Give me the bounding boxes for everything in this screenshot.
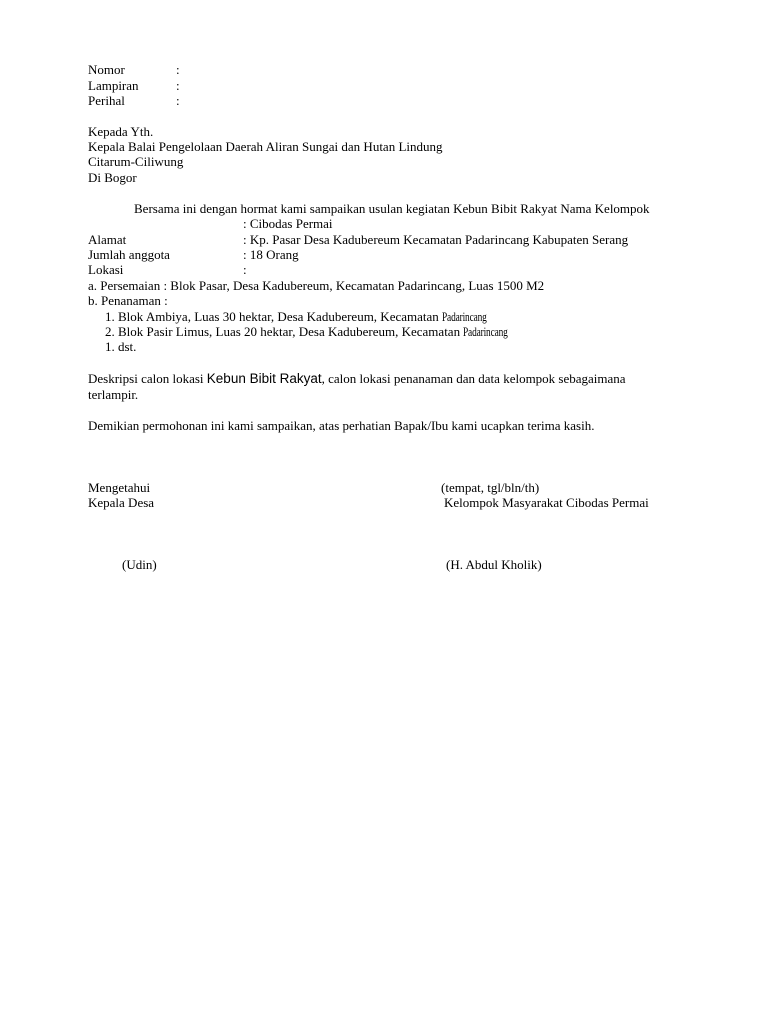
subitem-2-text: 2. Blok Pasir Limus, Luas 20 hektar, Desa Kadubereum, Kecamatan [105,324,464,339]
recipient-city: Di Bogor [88,170,137,185]
persemaian-item: a. Persemaian : Blok Pasar, Desa Kadubereum, Kecamatan Padarincang, Luas 1500 M2 [88,278,545,293]
lokasi-label: Lokasi [88,262,124,277]
alamat-label: Alamat [88,232,127,247]
nomor-label: Nomor [88,62,125,77]
perihal-colon: : [176,93,180,108]
recipient-salutation: Kepada Yth. [88,124,154,139]
kelompok-value: : Cibodas Permai [243,216,333,231]
description-line-1 [88,371,626,387]
sign-left-position: Kepala Desa [88,495,155,510]
penanaman-item: b. Penanaman : [88,293,168,308]
sign-left-name: (Udin) [122,557,157,572]
description-post: , calon lokasi penanaman dan data kelompok sebagaimana [321,371,626,386]
sign-left-mengetahui: Mengetahui [88,480,151,495]
nomor-colon: : [176,62,180,77]
jumlah-label: Jumlah anggota [88,247,170,262]
subitem-1-kecamatan: Padarincang [442,309,487,324]
perihal-label: Perihal [88,93,125,108]
intro-paragraph: Bersama ini dengan hormat kami sampaikan usulan kegiatan Kebun Bibit Rakyat Nama Kelompok [134,201,650,216]
penanaman-subitem-1 [105,309,504,325]
penanaman-subitem-2 [105,324,525,340]
lampiran-colon: : [176,78,180,93]
recipient-region: Citarum-Ciliwung [88,154,184,169]
sign-right-place-date: (tempat, tgl/bln/th) [441,480,540,495]
jumlah-value: : 18 Orang [243,247,299,262]
lokasi-colon: : [243,262,247,277]
closing-paragraph: Demikian permohonan ini kami sampaikan, atas perhatian Bapak/Ibu kami ucapkan terima kasih. [88,418,595,433]
sign-right-name: (H. Abdul Kholik) [446,557,542,572]
lampiran-label: Lampiran [88,78,139,93]
description-line-2: terlampir. [88,387,139,402]
sign-right-position: Kelompok Masyarakat Cibodas Permai [444,495,649,510]
recipient-title: Kepala Balai Pengelolaan Daerah Aliran Sungai dan Hutan Lindung [88,139,443,154]
description-program-name: Kebun Bibit Rakyat [206,371,322,386]
subitem-2-kecamatan: Padarincang [463,324,509,339]
subitem-1-text: 1. Blok Ambiya, Luas 30 hektar, Desa Kadubereum, Kecamatan [105,309,443,324]
alamat-value: : Kp. Pasar Desa Kadubereum Kecamatan Padarincang Kabupaten Serang [243,232,629,247]
penanaman-subitem-dst: 1. dst. [105,339,137,354]
description-pre: Deskripsi calon lokasi [88,371,207,386]
